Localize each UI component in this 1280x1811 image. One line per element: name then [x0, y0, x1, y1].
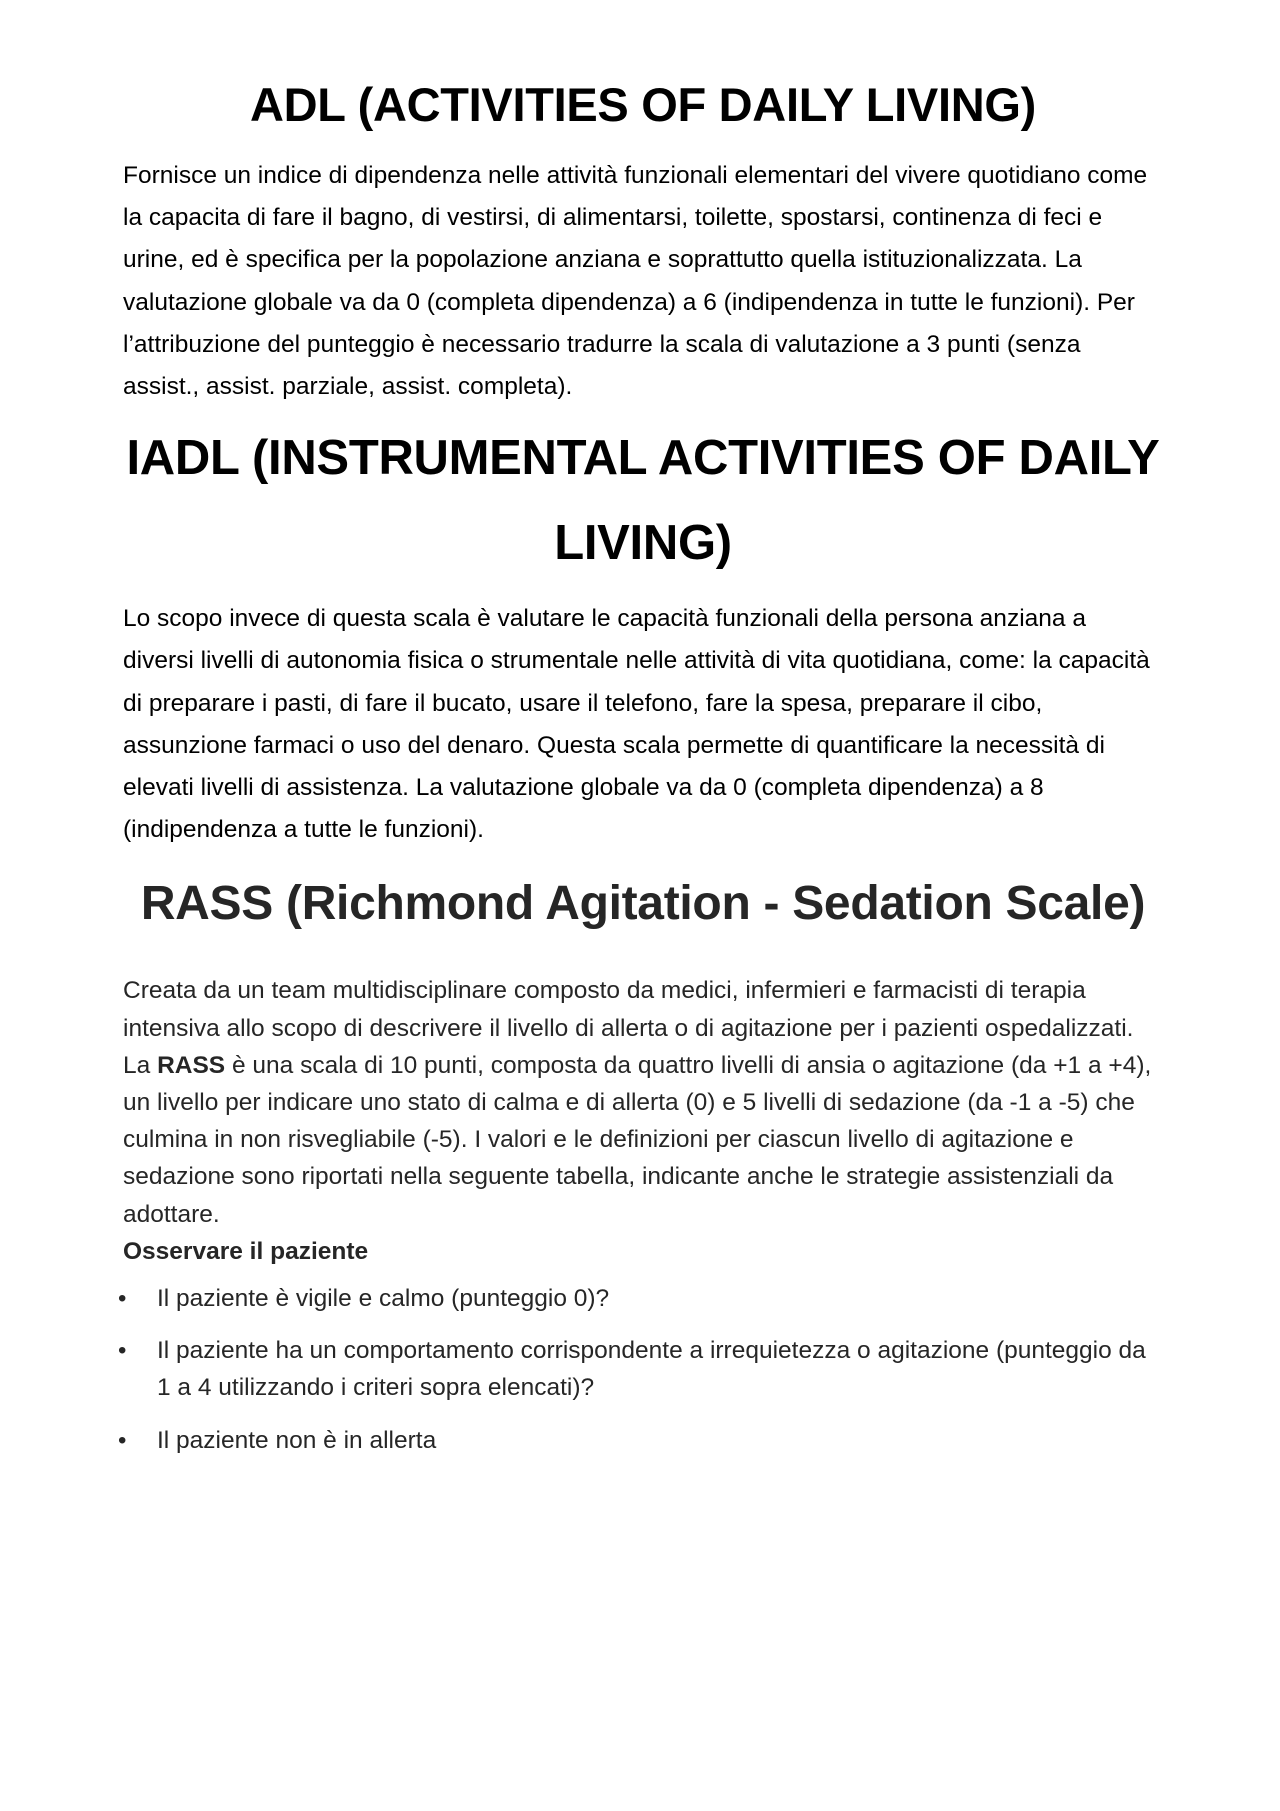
bullet-icon: •	[118, 1426, 127, 1454]
rass-title: RASS (Richmond Agitation - Sedation Scale)	[140, 877, 1146, 931]
adl-paragraph: Fornisce un indice di dipendenza nelle attività funzionali elementari del vivere quotidiano come la capacita di fare il bagno, di vestirsi, di alimentarsi, toilette, spostarsi, continenza di feci e urine, ed è specifica per la popolazione anziana e soprattutto quella istituzionalizzata. La valutazione globale va da 0 (completa dipendenza) a 6 (indipendenza in tutte le funzioni). Per l’attribuzione del punteggio è necessario tradurre la scala di valutazione a 3 punti (senza assist., assist. parziale, assist. completa).	[123, 162, 1148, 401]
list-item	[118, 1332, 1163, 1406]
list-item-text: Il paziente ha un comportamento corrispondente a irrequietezza o agitazione (punteggio da 1 a 4 utilizzando i criteri sopra elencati)?	[157, 1337, 1146, 1402]
observation-list	[118, 1280, 1163, 1459]
observe-patient-heading: Osservare il paziente	[123, 1237, 369, 1265]
rass-desc-rest: è una scala di 10 punti, composta da quattro livelli di ansia o agitazione (da +1 a +4), un livello per indicare uno stato di calma e di allerta (0) e 5 livelli di sedazione (da -1 a -5) che culmina in non risvegliabile (-5). I valori e le definizioni per ciascun livello di agitazione e sedazione sono riportati nella seguente tabella, indicante anche le strategie assistenziali da adottare.	[123, 1051, 1152, 1228]
list-item-text: Il paziente è vigile e calmo (punteggio 0)?	[157, 1285, 610, 1313]
list-item	[118, 1422, 1163, 1459]
iadl-title: IADL (INSTRUMENTAL ACTIVITIES OF DAILY LIVING)	[126, 431, 1160, 571]
rass-desc-prefix: La	[123, 1051, 158, 1079]
rass-definition-paragraph	[123, 1047, 1163, 1233]
list-item-text: Il paziente non è in allerta	[157, 1426, 437, 1454]
rass-intro-paragraph: Creata da un team multidisciplinare composto da medici, infermieri e farmacisti di terapia intensiva allo scopo di descrivere il livello di allerta o di agitazione per i pazienti ospedalizzati.	[123, 977, 1134, 1042]
adl-title: ADL (ACTIVITIES OF DAILY LIVING)	[250, 78, 1036, 131]
bullet-icon: •	[118, 1285, 127, 1313]
list-item	[118, 1280, 1163, 1317]
bullet-icon: •	[118, 1337, 127, 1365]
rass-description-block	[123, 972, 1163, 1270]
document-content	[118, 62, 1163, 1474]
rass-acronym: RASS	[157, 1051, 226, 1079]
iadl-paragraph: Lo scopo invece di questa scala è valutare le capacità funzionali della persona anziana a diversi livelli di autonomia fisica o strumentale nelle attività di vita quotidiana, come: la capacità di preparare i pasti, di fare il bucato, usare il telefono, fare la spesa, preparare il cibo, assunzione farmaci o uso del denaro. Questa scala permette di quantificare la necessità di elevati livelli di assistenza. La valutazione globale va da 0 (completa dipendenza) a 8 (indipendenza a tutte le funzioni).	[123, 605, 1150, 844]
